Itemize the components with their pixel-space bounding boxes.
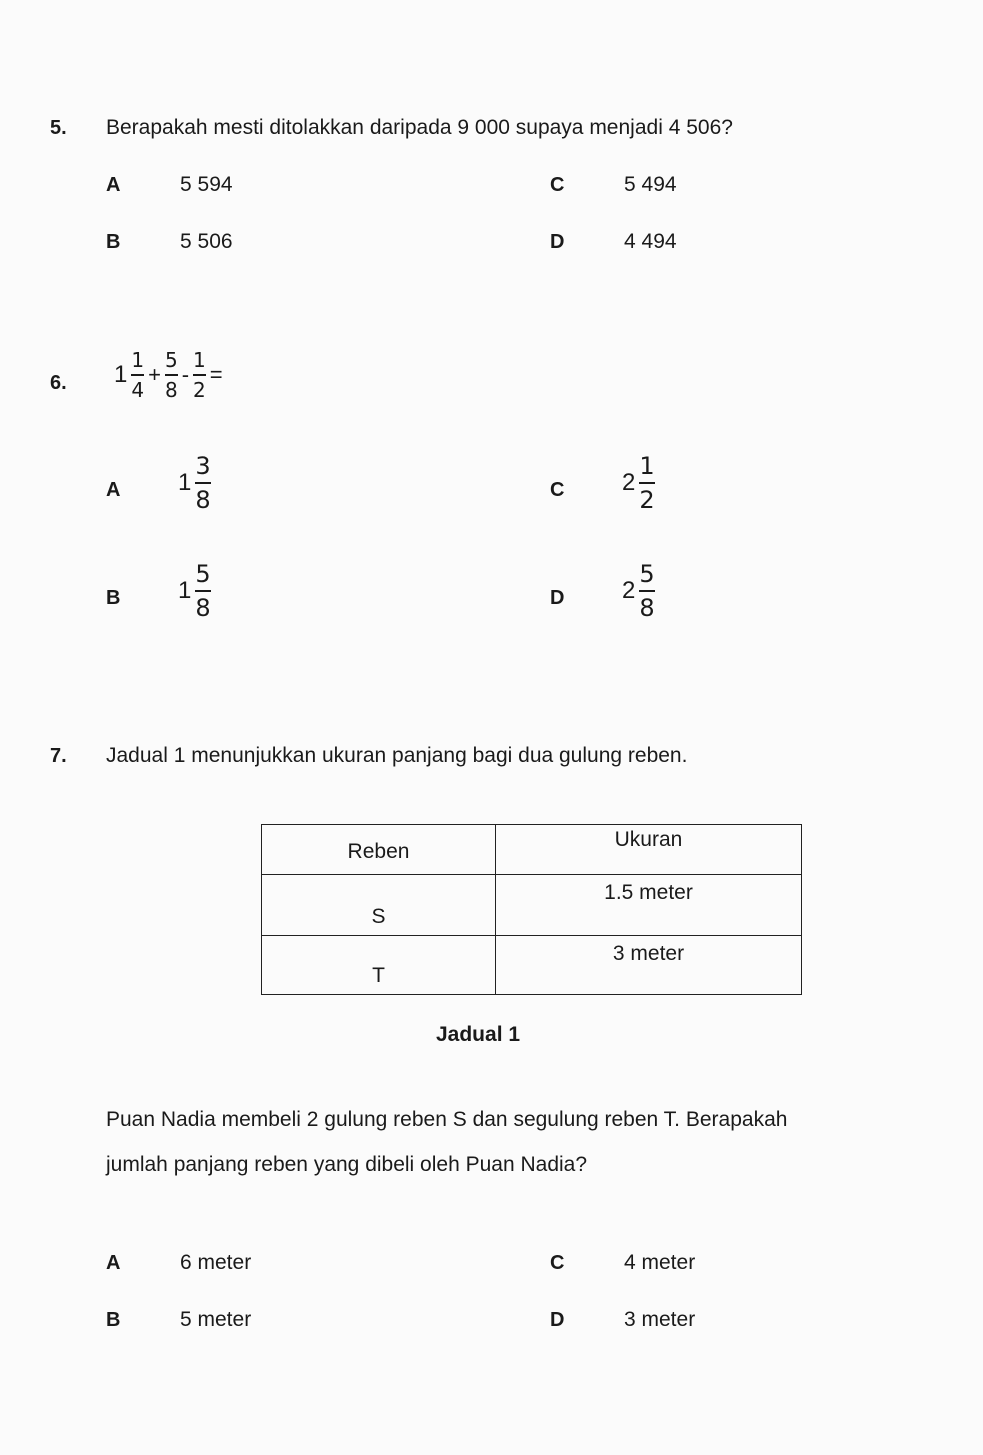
option-fraction (639, 454, 654, 512)
q6-option-a-value (178, 454, 211, 512)
option-whole: 1 (178, 469, 192, 496)
q5-option-c-letter[interactable]: C (550, 174, 565, 196)
q5-option-d-letter[interactable]: D (550, 231, 565, 253)
question-7-number: 7. (50, 745, 67, 767)
fraction-bar (131, 374, 144, 376)
expr-plus-operator: + (148, 362, 161, 387)
expr-fraction-3-denominator: 2 (193, 378, 206, 402)
q7-option-c-letter[interactable]: C (550, 1252, 565, 1274)
expr-fraction-2 (165, 350, 178, 400)
q5-option-b-value: 5 506 (180, 230, 233, 253)
table-header-reben: Reben (262, 825, 496, 875)
q5-option-d-value: 4 494 (624, 230, 677, 253)
q6-option-d-value (622, 562, 655, 620)
option-whole: 2 (622, 469, 636, 496)
table-row (262, 936, 802, 995)
option-denominator: 2 (639, 486, 655, 514)
expr-minus-operator: - (181, 362, 190, 387)
q5-option-b-letter[interactable]: B (106, 231, 121, 253)
option-denominator: 8 (639, 594, 655, 622)
q7-option-d-letter[interactable]: D (550, 1309, 565, 1331)
option-fraction (195, 562, 210, 620)
expr-fraction-3 (193, 350, 206, 400)
q7-option-a-value: 6 meter (180, 1251, 252, 1274)
q5-option-a-letter[interactable]: A (106, 174, 121, 196)
option-whole: 2 (622, 577, 636, 604)
fraction-bar (165, 374, 178, 376)
option-numerator: 5 (639, 560, 655, 588)
fraction-bar (193, 374, 206, 376)
fraction-bar (195, 590, 210, 592)
q6-option-b-value (178, 562, 211, 620)
fraction-bar (639, 590, 654, 592)
table-header-ukuran: Ukuran (496, 825, 802, 875)
table-header-row (262, 825, 802, 875)
table-cell-ukuran: 1.5 meter (496, 875, 802, 936)
q7-option-b-letter[interactable]: B (106, 1309, 121, 1331)
question-7-line-1: Puan Nadia membeli 2 gulung reben S dan segulung reben T. Berapakah (106, 1108, 788, 1131)
q6-option-a-letter[interactable]: A (106, 479, 121, 501)
table-cell-reben: S (262, 875, 496, 936)
question-6-expression (114, 350, 227, 400)
q6-option-d-letter[interactable]: D (550, 587, 565, 609)
expr-fraction-3-numerator: 1 (193, 348, 206, 372)
fraction-bar (639, 482, 654, 484)
jadual-1-table (261, 824, 802, 995)
q6-option-b-letter[interactable]: B (106, 587, 121, 609)
table-cell-ukuran: 3 meter (496, 936, 802, 995)
question-6-number: 6. (50, 372, 67, 394)
question-7-text: Jadual 1 menunjukkan ukuran panjang bagi dua gulung reben. (106, 744, 688, 767)
table-cell-reben: T (262, 936, 496, 995)
option-fraction (195, 454, 210, 512)
question-5-text: Berapakah mesti ditolakkan daripada 9 000 supaya menjadi 4 506? (106, 116, 733, 139)
expr-fraction-1 (131, 350, 144, 400)
option-fraction (639, 562, 654, 620)
q6-option-c-letter[interactable]: C (550, 479, 565, 501)
question-7-line-2: jumlah panjang reben yang dibeli oleh Puan Nadia? (106, 1153, 588, 1176)
q6-option-c-value (622, 454, 655, 512)
option-denominator: 8 (195, 486, 211, 514)
option-whole: 1 (178, 577, 192, 604)
option-numerator: 1 (639, 452, 655, 480)
question-5-number: 5. (50, 117, 67, 139)
expr-term1-whole: 1 (114, 361, 128, 388)
expr-fraction-1-denominator: 4 (131, 378, 145, 402)
option-numerator: 5 (195, 560, 211, 588)
fraction-bar (195, 482, 210, 484)
q5-option-c-value: 5 494 (624, 173, 677, 196)
table-caption: Jadual 1 (436, 1023, 521, 1046)
q7-option-b-value: 5 meter (180, 1308, 252, 1331)
option-numerator: 3 (195, 452, 211, 480)
q7-option-a-letter[interactable]: A (106, 1252, 121, 1274)
q5-option-a-value: 5 594 (180, 173, 233, 196)
expr-fraction-2-denominator: 8 (164, 378, 178, 402)
q7-option-d-value: 3 meter (624, 1308, 696, 1331)
expr-fraction-2-numerator: 5 (164, 348, 178, 372)
expr-equals-sign: = (209, 362, 223, 387)
q7-option-c-value: 4 meter (624, 1251, 696, 1274)
option-denominator: 8 (195, 594, 211, 622)
expr-fraction-1-numerator: 1 (131, 348, 145, 372)
table-row (262, 875, 802, 936)
